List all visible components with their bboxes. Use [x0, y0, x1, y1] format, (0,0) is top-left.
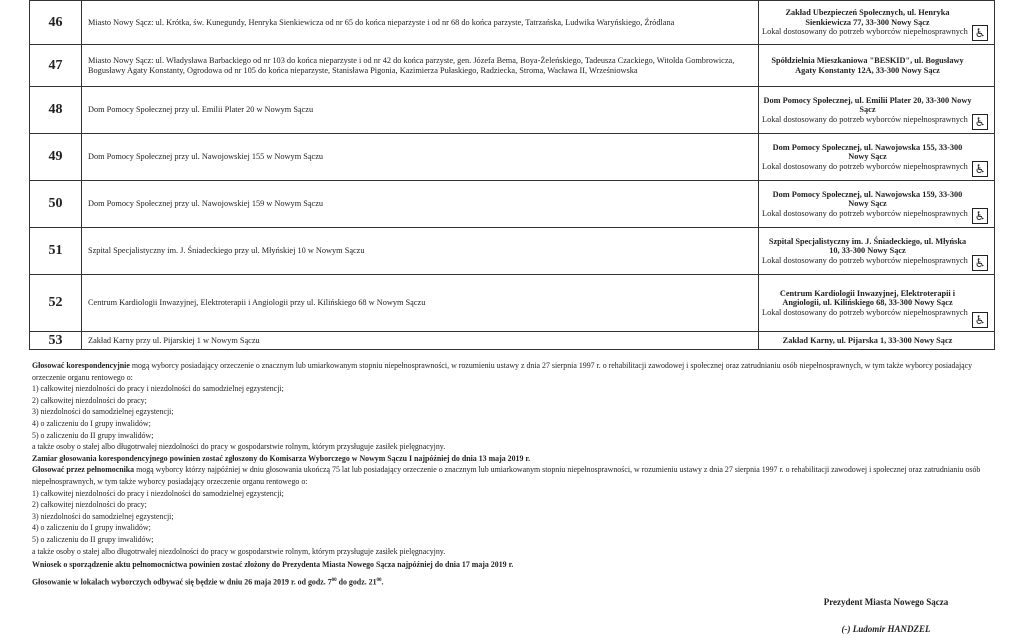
accessibility-note: Lokal dostosowany do potrzeb wyborców niepełnosprawnych: [762, 307, 968, 317]
venue-address: Dom Pomocy Społecznej, ul. Nawojowska 159, 33-300 Nowy Sącz: [772, 189, 963, 209]
polling-venue: [759, 1, 995, 45]
district-area: Zakład Karny przy ul. Pijarskiej 1 w Nowym Sączu: [82, 332, 759, 350]
proxy-paragraph: [32, 464, 996, 487]
list-item: 4) o zaliczeniu do I grupy inwalidów;: [32, 418, 151, 428]
wheelchair-icon: ♿: [972, 161, 988, 177]
accessibility-note: Lokal dostosowany do potrzeb wyborców niepełnosprawnych: [762, 161, 968, 171]
venue-address: Zakład Ubezpieczeń Społecznych, ul. Henryka Sienkiewicza 77, 33-300 Nowy Sącz: [785, 8, 950, 27]
proxy-text: mogą wyborcy którzy najpóźniej w dniu głosowania ukończą 75 lat lub posiadający orzeczenie o znacznym lub umiarkowanym stopniu niepełnosprawności, w rozumieniu ustawy z dnia 27 sierpnia 1997 r. o rehabilitacji zawodowej i społecznej oraz zatrudnianiu osób niepełnosprawnych, w tym także wyborcy posiadający orzeczenie organu rentowego o:: [32, 465, 981, 486]
district-area: Miasto Nowy Sącz: ul. Krótka, św. Kunegundy, Henryka Sienkiewicza od nr 65 do końca nieparzyste i od nr 68 do końca parzyste, Tatrzańska, Ludwika Waryńskiego, Źródlana: [82, 1, 759, 45]
list-item: 2) całkowitej niezdolności do pracy;: [32, 500, 147, 510]
correspondence-deadline: Zamiar głosowania korespondencyjnego powinien zostać zgłoszony do Komisarza Wyborczego w Nowym Sączu I najpóźniej do dnia 13 maja 2019 r.: [32, 453, 531, 463]
list-item: 2) całkowitej niezdolności do pracy;: [32, 395, 147, 405]
venue-address: Dom Pomocy Społecznej, ul. Nawojowska 155, 33-300 Nowy Sącz: [772, 142, 963, 162]
district-area: Szpital Specjalistyczny im. J. Śniadeckiego przy ul. Młyńskiej 10 w Nowym Sączu: [82, 228, 759, 275]
wheelchair-icon: ♿: [972, 25, 988, 41]
venue-address: Szpital Specjalistyczny im. J. Śniadeckiego, ul. Młyńska 10, 33-300 Nowy Sącz: [768, 236, 967, 256]
wheelchair-icon: ♿: [972, 312, 988, 328]
district-area: Dom Pomocy Społecznej przy ul. Nawojowskiej 159 w Nowym Sączu: [82, 181, 759, 228]
table-row: [30, 228, 995, 275]
list-item: 4) o zaliczeniu do I grupy inwalidów;: [32, 523, 151, 533]
correspondence-tail: a także osoby o stałej albo długotrwałej niezdolności do pracy w gospodarstwie rolnym, którym przysługuje zasiłek pielęgnacyjny.: [32, 442, 446, 452]
venue-address: Spółdzielnia Mieszkaniowa "BESKID", ul. Bogusławy Agaty Konstanty 12A, 33-300 Nowy Sącz: [771, 56, 964, 75]
accessibility-note: Lokal dostosowany do potrzeb wyborców niepełnosprawnych: [762, 27, 968, 37]
venue-address: Zakład Karny, ul. Pijarska 1, 33-300 Nowy Sącz: [782, 336, 953, 346]
venue-address: Dom Pomocy Społecznej, ul. Emilii Plater 20, 33-300 Nowy Sącz: [763, 95, 972, 115]
district-number: 49: [30, 134, 82, 181]
table-row: [30, 275, 995, 332]
polling-venue: [759, 45, 995, 87]
district-number: 46: [30, 1, 82, 45]
notes-section: [32, 360, 996, 588]
table-row: [30, 332, 995, 350]
list-item: 1) całkowitej niezdolności do pracy i niezdolności do samodzielnej egzystencji;: [32, 488, 284, 498]
list-item: 3) niezdolności do samodzielnej egzystencji;: [32, 407, 174, 417]
correspondence-lead: Głosować korespondencyjnie: [32, 361, 130, 370]
correspondence-text: mogą wyborcy posiadający orzeczenie o znacznym lub umiarkowanym stopniu niepełnosprawności, w rozumieniu ustawy z dnia 27 sierpnia 1997 r. o rehabilitacji zawodowej i społecznej oraz zatrudnianiu osób niepełnosprawnych, w tym także wyborcy posiadający orzeczenie organu rentowego o:: [32, 361, 973, 382]
wheelchair-icon: ♿: [972, 208, 988, 224]
accessibility-note: Lokal dostosowany do potrzeb wyborców niepełnosprawnych: [762, 255, 968, 265]
district-number: 53: [30, 332, 82, 350]
polling-venue: [759, 181, 995, 228]
signature-title: Prezydent Miasta Nowego Sącza: [823, 597, 949, 607]
table-row: [30, 45, 995, 87]
list-item: 1) całkowitej niezdolności do pracy i niezdolności do samodzielnej egzystencji;: [32, 384, 284, 394]
table-row: [30, 87, 995, 134]
list-item: 5) o zaliczeniu do II grupy inwalidów;: [32, 534, 154, 544]
polling-venue: [759, 275, 995, 332]
district-number: 48: [30, 87, 82, 134]
accessibility-note: Lokal dostosowany do potrzeb wyborców niepełnosprawnych: [762, 114, 968, 124]
list-item: 3) niezdolności do samodzielnej egzystencji;: [32, 511, 174, 521]
proxy-deadline: Wniosek o sporządzenie aktu pełnomocnictwa powinien zostać złożony do Prezydenta Miasta Nowego Sącza najpóźniej do dnia 17 maja 2019 r.: [32, 560, 514, 570]
district-number: 52: [30, 275, 82, 332]
district-number: 50: [30, 181, 82, 228]
district-area: Dom Pomocy Społecznej przy ul. Nawojowskiej 155 w Nowym Sączu: [82, 134, 759, 181]
table-row: [30, 181, 995, 228]
proxy-list: [32, 488, 996, 546]
polling-venue: [759, 228, 995, 275]
accessibility-note: Lokal dostosowany do potrzeb wyborców niepełnosprawnych: [762, 208, 968, 218]
district-area: Dom Pomocy Społecznej przy ul. Emilii Plater 20 w Nowym Sączu: [82, 87, 759, 134]
table-row: [30, 1, 995, 45]
district-number: 47: [30, 45, 82, 87]
venue-address: Centrum Kardiologii Inwazyjnej, Elektroterapii i Angiologii, ul. Kilińskiego 68, 33-300 Nowy Sącz: [779, 288, 956, 308]
district-number: 51: [30, 228, 82, 275]
table-row: [30, 134, 995, 181]
polling-stations-table: [29, 0, 995, 350]
voting-hours: Głosowanie w lokalach wyborczych odbywać się będzie w dniu 26 maja 2019 r. od godz. $7^{00}$ do godz. $21^{00}$.: [32, 577, 384, 587]
polling-venue: [759, 87, 995, 134]
correspondence-list: [32, 383, 996, 441]
wheelchair-icon: ♿: [972, 255, 988, 271]
proxy-tail: a także osoby o stałej albo długotrwałej niezdolności do pracy w gospodarstwie rolnym, którym przysługuje zasiłek pielęgnacyjny.: [32, 546, 446, 556]
correspondence-paragraph: [32, 360, 996, 383]
wheelchair-icon: ♿: [972, 114, 988, 130]
signature-name: (-) Ludomir HANDZEL: [841, 624, 931, 634]
district-area: Centrum Kardiologii Inwazyjnej, Elektroterapii i Angiologii przy ul. Kilińskiego 68 w Nowym Sączu: [82, 275, 759, 332]
polling-venue: [759, 332, 995, 350]
district-area: Miasto Nowy Sącz: ul. Władysława Barbackiego od nr 103 do końca nieparzyste i od nr 42 do końca parzyste, gen. Józefa Bema, Boya-Żeleńskiego, Tadeusza Czackiego, Witolda Gombrowicza, Bogusławy Agaty Konstanty, Ogrodowa od nr 105 do końca nieparzyste, Stanisława Pigonia, Kazimierza Pułaskiego, Radziecka, Stroma, Wacława II, Wrześniowska: [82, 45, 759, 87]
polling-venue: [759, 134, 995, 181]
proxy-lead: Głosować przez pełnomocnika: [32, 465, 135, 475]
list-item: 5) o zaliczeniu do II grupy inwalidów;: [32, 430, 154, 440]
